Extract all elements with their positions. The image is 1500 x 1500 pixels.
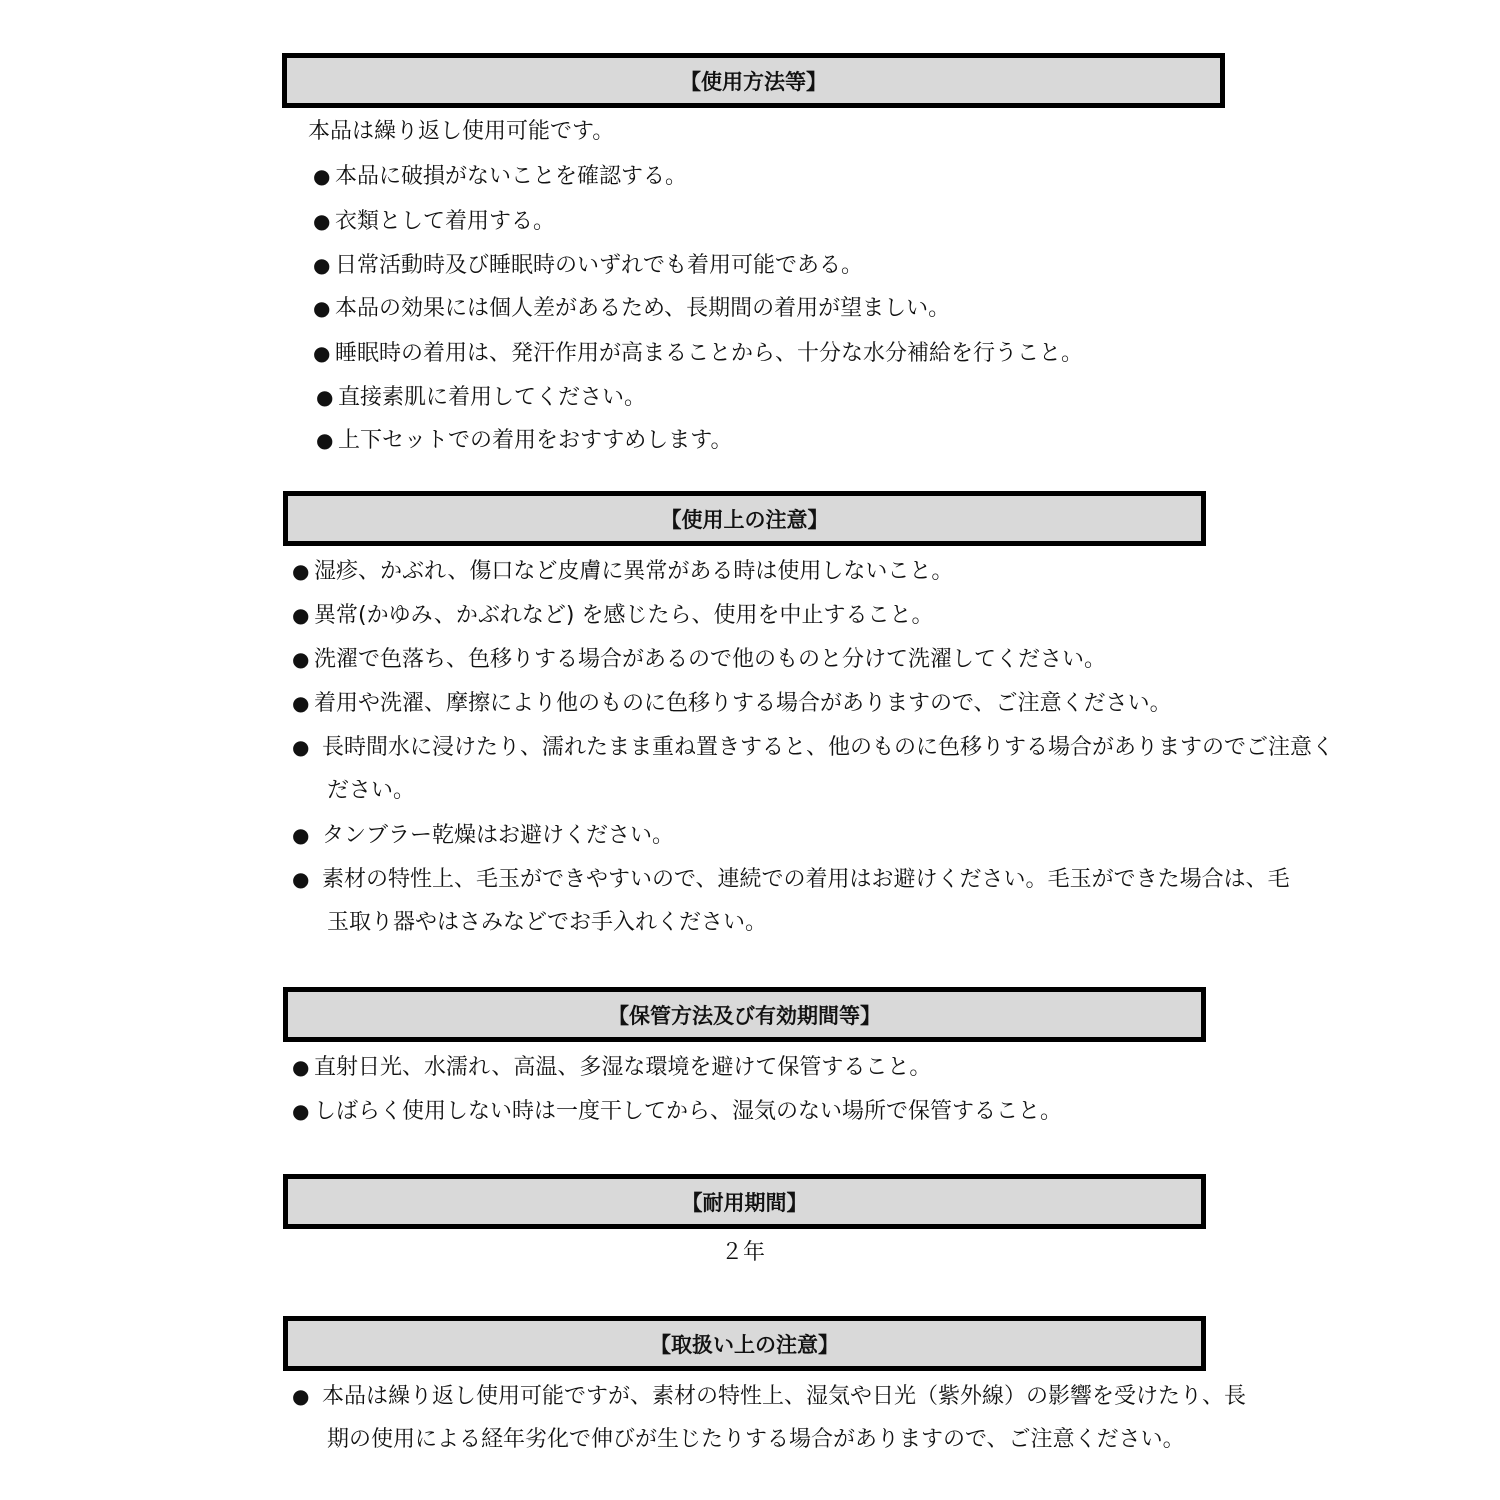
caution-item-continuation: ださい。: [327, 778, 416, 803]
usage-item: ● 本品に破損がないことを確認する。: [313, 161, 687, 192]
bullet-icon: ●: [292, 603, 310, 627]
usage-item: ● 直接素肌に着用してください。: [316, 382, 646, 413]
caution-item: ● タンブラー乾燥はお避けください。: [292, 820, 674, 851]
usage-item: ● 衣類として着用する。: [313, 206, 555, 237]
bullet-icon: ●: [292, 867, 310, 891]
caution-item-continuation: 玉取り器やはさみなどでお手入れください。: [327, 910, 768, 935]
bullet-icon: ●: [292, 1384, 310, 1408]
bullet-icon: ●: [313, 253, 331, 277]
handling-section-header: 【取扱い上の注意】: [283, 1316, 1206, 1371]
bullet-icon: ●: [313, 164, 331, 188]
bullet-icon: ●: [313, 341, 331, 365]
caution-item: ● 洗濯で色落ち、色移りする場合があるので他のものと分けて洗濯してください。: [292, 644, 1106, 675]
usage-item: ● 睡眠時の着用は、発汗作用が高まることから、十分な水分補給を行うこと。: [313, 338, 1083, 369]
bullet-icon: ●: [316, 428, 334, 452]
bullet-icon: ●: [313, 296, 331, 320]
usage-item: ● 日常活動時及び睡眠時のいずれでも着用可能である。: [313, 250, 863, 281]
handling-item-continuation: 期の使用による経年劣化で伸びが生じたりする場合がありますので、ご注意ください。: [327, 1427, 1185, 1452]
bullet-icon: ●: [292, 1099, 310, 1123]
bullet-icon: ●: [313, 209, 331, 233]
bullet-icon: ●: [292, 1055, 310, 1079]
usage-item: ● 本品の効果には個人差があるため、長期間の着用が望ましい。: [313, 293, 950, 324]
usage-section-header: 【使用方法等】: [282, 53, 1225, 108]
durability-value: ２年: [720, 1240, 765, 1265]
usage-item: ● 上下セットでの着用をおすすめします。: [316, 425, 732, 456]
bullet-icon: ●: [292, 647, 310, 671]
caution-item: ● 湿疹、かぶれ、傷口など皮膚に異常がある時は使用しないこと。: [292, 556, 953, 587]
bullet-icon: ●: [292, 735, 310, 759]
storage-item: ● 直射日光、水濡れ、高温、多湿な環境を避けて保管すること。: [292, 1052, 931, 1083]
caution-item: ● 長時間水に浸けたり、濡れたまま重ね置きすると、他のものに色移りする場合がありますのでご注意く: [292, 732, 1334, 763]
bullet-icon: ●: [292, 559, 310, 583]
bullet-icon: ●: [292, 823, 310, 847]
storage-item: ● しばらく使用しない時は一度干してから、湿気のない場所で保管すること。: [292, 1096, 1062, 1127]
storage-section-header: 【保管方法及び有効期間等】: [283, 987, 1206, 1042]
handling-item: ● 本品は繰り返し使用可能ですが、素材の特性上、湿気や日光（紫外線）の影響を受けたり、長: [292, 1381, 1246, 1412]
bullet-icon: ●: [316, 385, 334, 409]
caution-section-header: 【使用上の注意】: [283, 491, 1206, 546]
caution-item: ● 着用や洗濯、摩擦により他のものに色移りする場合がありますので、ご注意ください。: [292, 688, 1172, 719]
caution-item: ● 素材の特性上、毛玉ができやすいので、連続での着用はお避けください。毛玉ができた場合は、毛: [292, 864, 1290, 895]
usage-intro: 本品は繰り返し使用可能です。: [308, 119, 615, 144]
durability-section-header: 【耐用期間】: [283, 1174, 1206, 1229]
bullet-icon: ●: [292, 691, 310, 715]
caution-item: ● 異常(かゆみ、かぶれなど) を感じたら、使用を中止すること。: [292, 600, 933, 631]
